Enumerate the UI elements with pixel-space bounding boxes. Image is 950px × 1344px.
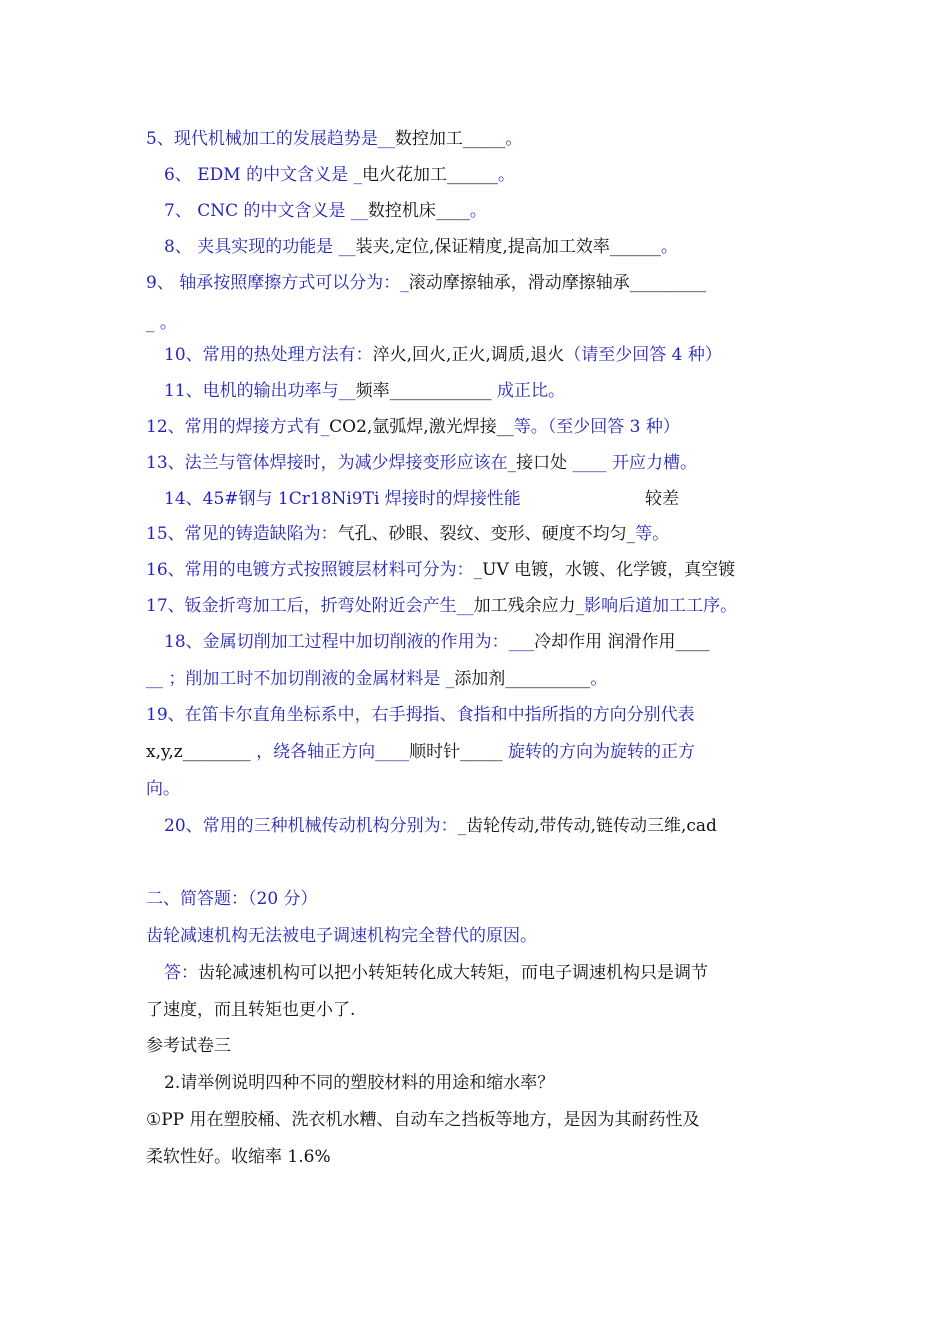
question-8: 8、 夹具实现的功能是 __装夹,定位,保证精度,提高加工效率______。 xyxy=(164,237,678,257)
question-14: 14、45#钢与 1Cr18Ni9Ti 焊接时的焊接性能 xyxy=(164,489,521,509)
pp-answer: ①PP 用在塑胶桶、洗衣机水糟、自动车之挡板等地方，是因为其耐药性及 xyxy=(146,1110,700,1130)
question-5: 5、现代机械加工的发展趋势是__数控加工_____。 xyxy=(146,129,523,149)
question-12: 12、常用的焊接方式有_CO2,氩弧焊,激光焊接__等。（至少回答 3 种） xyxy=(146,417,680,437)
question-6: 6、 EDM 的中文含义是 _电火花加工______。 xyxy=(164,165,515,185)
question-19-line3: 向。 xyxy=(146,779,180,799)
question-17: 17、钣金折弯加工后，折弯处附近会产生__加工残余应力_影响后道加工工序。 xyxy=(146,596,738,616)
question-20: 20、常用的三种机械传动机构分别为：_齿轮传动,带传动,链传动三维,cad xyxy=(164,816,717,836)
reference-paper-title: 参考试卷三 xyxy=(146,1036,231,1056)
question-13: 13、法兰与管体焊接时，为减少焊接变形应该在_接口处 ____ 开应力槽。 xyxy=(146,453,697,473)
short-answer-response-line2: 了速度，而且转矩也更小了. xyxy=(146,1000,356,1020)
pp-answer-line2: 柔软性好。收缩率 1.6% xyxy=(146,1147,331,1167)
question-7: 7、 CNC 的中文含义是 __数控机床____。 xyxy=(164,201,487,221)
question-9: 9、 轴承按照摩擦方式可以分为：_滚动摩擦轴承，滑动摩擦轴承_________ xyxy=(146,273,707,293)
question-14-answer: 较差 xyxy=(645,489,679,509)
question-18-continued: __ ；削加工时不加切削液的金属材料是 _添加剂__________。 xyxy=(146,669,608,689)
question-19-line2: x,y,z________ ，绕各轴正方向____顺时针_____ 旋转的方向为旋转的正方 xyxy=(146,742,696,762)
short-answer-question: 齿轮减速机构无法被电子调速机构完全替代的原因。 xyxy=(146,926,537,946)
question-19: 19、在笛卡尔直角坐标系中，右手拇指、食指和中指所指的方向分别代表 xyxy=(146,705,695,725)
question-11: 11、电机的输出功率与__频率____________ 成正比。 xyxy=(164,381,566,401)
question-16: 16、常用的电镀方式按照镀层材料可分为：_UV 电镀，水镀、化学镀，真空镀 xyxy=(146,560,736,580)
section-heading: 二、简答题：（20 分） xyxy=(146,889,318,909)
question-9-continued: _ 。 xyxy=(146,313,177,333)
short-answer-response: 答：齿轮减速机构可以把小转矩转化成大转矩，而电子调速机构只是调节 xyxy=(164,963,708,983)
question-18: 18、金属切削加工过程中加切削液的作用为：___冷却作用 润滑作用____ xyxy=(164,632,710,652)
question-10: 10、常用的热处理方法有：淬火,回火,正火,调质,退火（请至少回答 4 种） xyxy=(164,345,722,365)
question-2: 2.请举例说明四种不同的塑胶材料的用途和缩水率？ xyxy=(164,1073,555,1093)
question-15: 15、常见的铸造缺陷为：气孔、砂眼、裂纹、变形、硬度不均匀_等。 xyxy=(146,524,670,544)
